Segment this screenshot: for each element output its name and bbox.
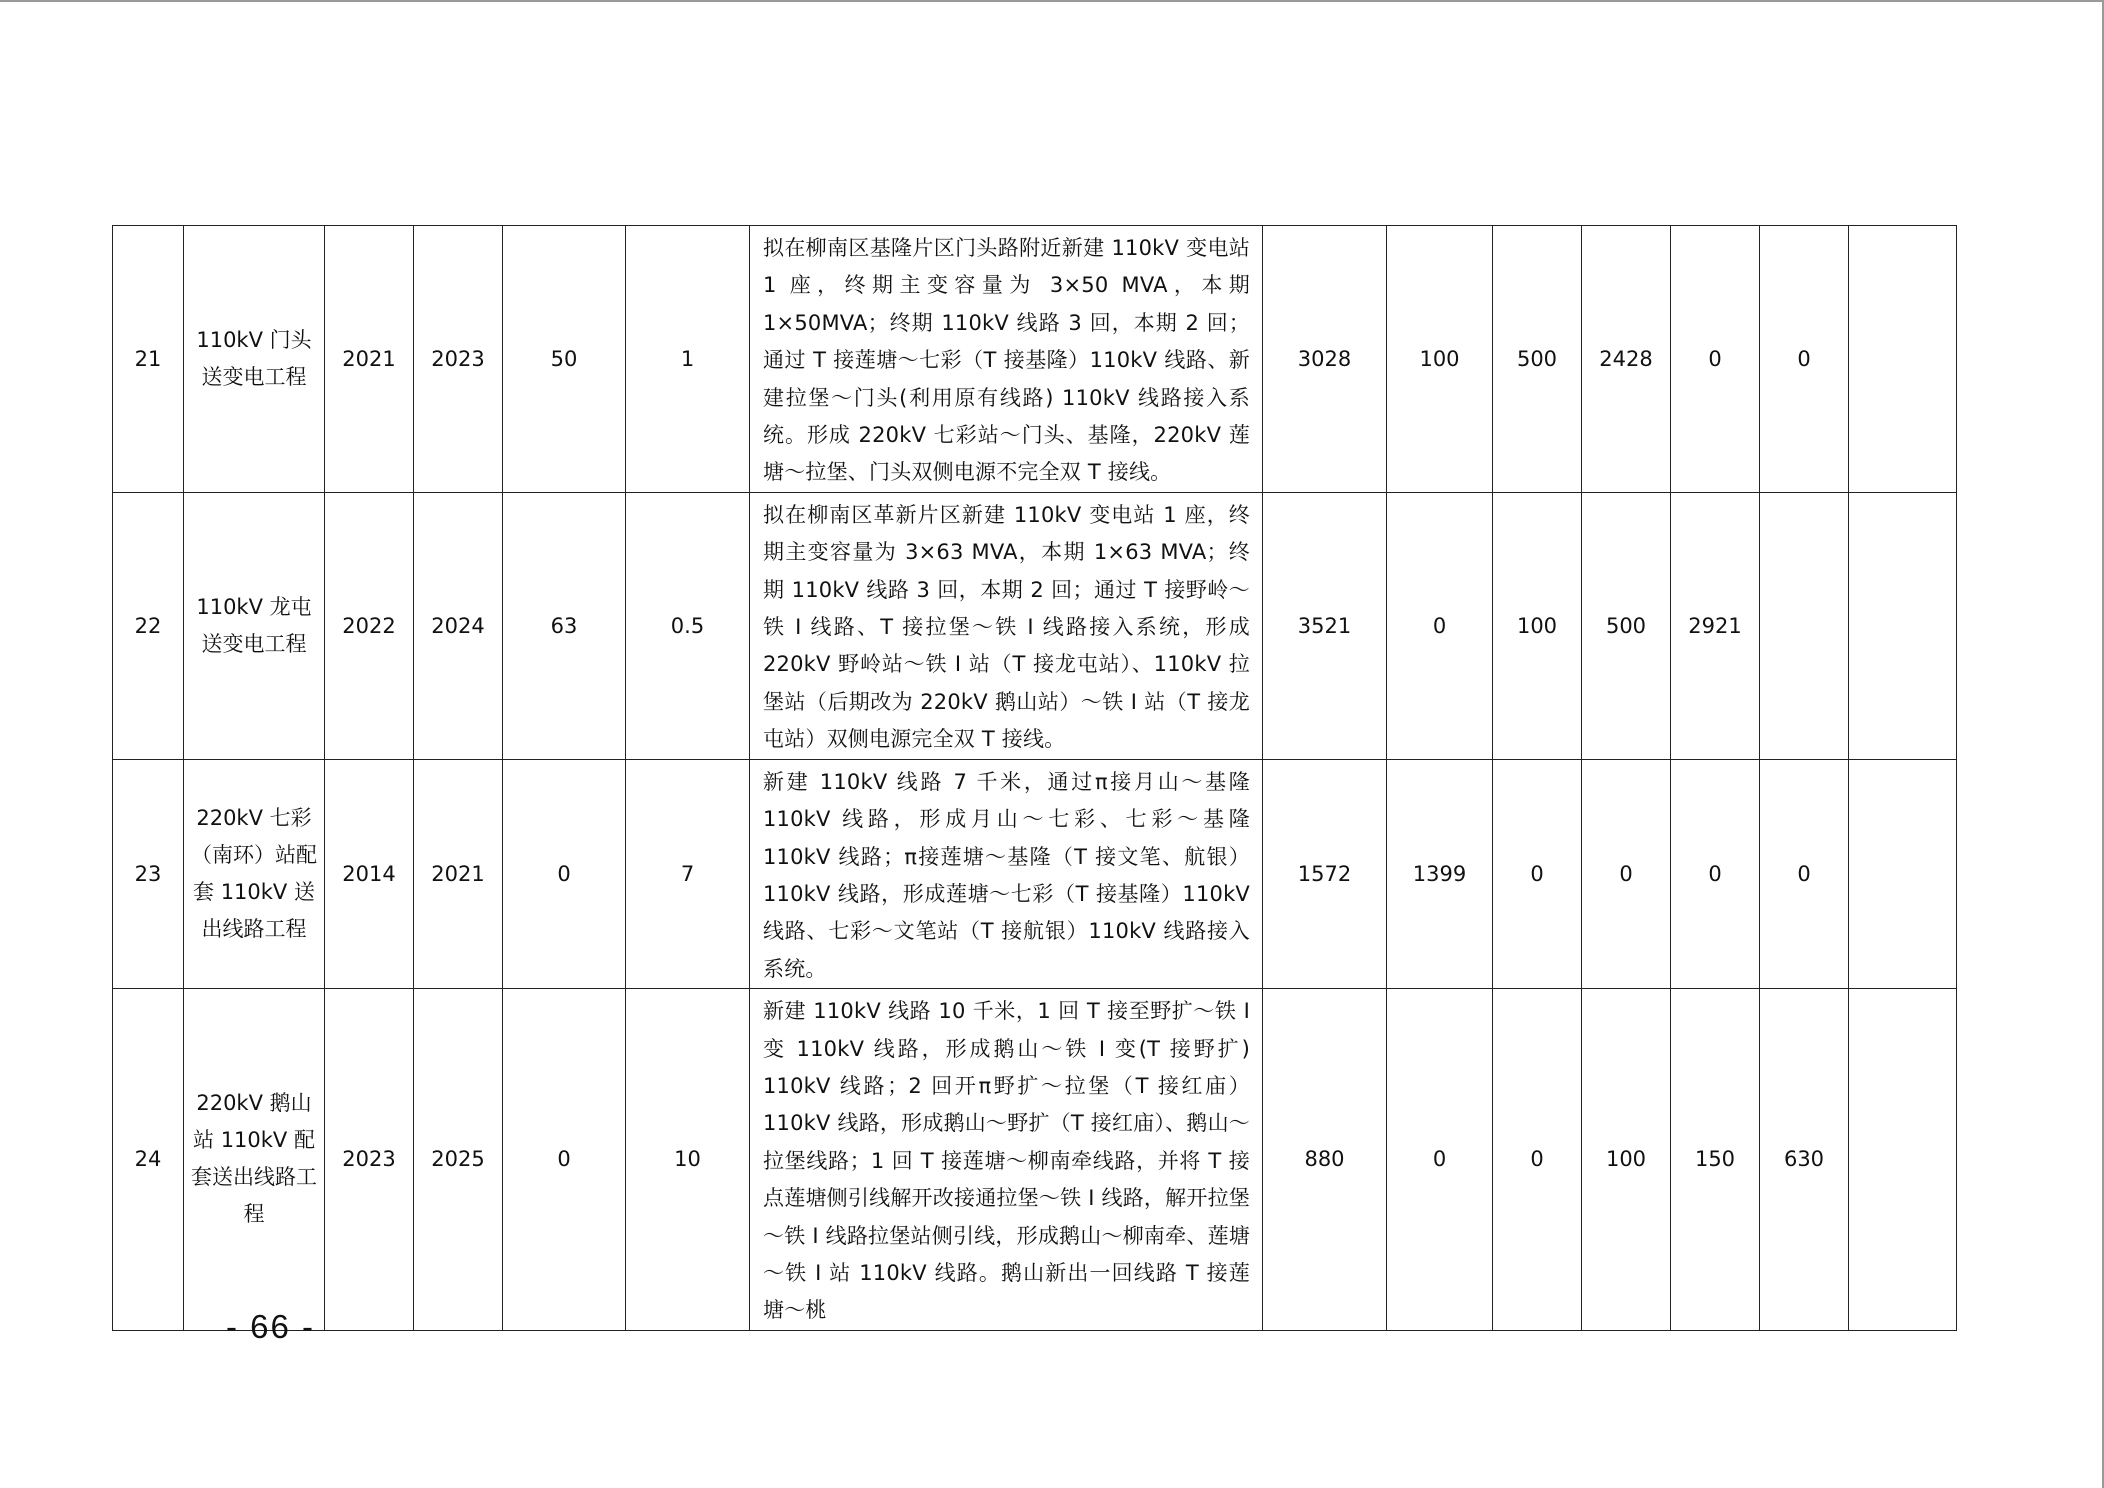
project-name: 110kV 龙屯送变电工程 [184, 492, 325, 759]
investment-a: 0 [1387, 989, 1493, 1331]
investment-d: 150 [1671, 989, 1760, 1331]
table-row [113, 759, 1957, 988]
transformer-capacity: 50 [503, 226, 626, 493]
project-description: 新建 110kV 线路 7 千米，通过π接月山～基隆 110kV 线路，形成月山～七彩、七彩～基隆 110kV 线路；π接莲塘～基隆（T 接文笔、航银）110kV 线路，形成莲塘～七彩（T 接基隆）110kV 线路、七彩～文笔站（T 接航银）110kV 线路接入系统。 [750, 759, 1263, 988]
project-description: 拟在柳南区基隆片区门头路附近新建 110kV 变电站 1 座，终期主变容量为 3×50 MVA，本期 1×50MVA；终期 110kV 线路 3 回，本期 2 回；通过 T 接莲塘～七彩（T 接基隆）110kV 线路、新建拉堡～门头(利用原有线路) 110kV 线路接入系统。形成 220kV 七彩站～门头、基隆，220kV 莲塘～拉堡、门头双侧电源不完全双 T 接线。 [750, 226, 1263, 493]
row-number: 23 [113, 759, 184, 988]
line-length: 1 [626, 226, 750, 493]
end-year: 2025 [414, 989, 503, 1331]
project-name: 220kV 七彩（南环）站配套 110kV 送出线路工程 [184, 759, 325, 988]
investment-d: 0 [1671, 759, 1760, 988]
investment-c: 0 [1582, 759, 1671, 988]
total-investment: 1572 [1263, 759, 1387, 988]
investment-c: 2428 [1582, 226, 1671, 493]
project-description: 新建 110kV 线路 10 千米，1 回 T 接至野扩～铁 I 变 110kV 线路，形成鹅山～铁 I 变(T 接野扩) 110kV 线路；2 回开π野扩～拉堡（T 接红庙）110kV 线路，形成鹅山～野扩（T 接红庙）、鹅山～拉堡线路；1 回 T 接莲塘～柳南牵线路，并将 T 接点莲塘侧引线解开改接通拉堡～铁 I 线路，解开拉堡～铁 I 线路拉堡站侧引线，形成鹅山～柳南牵、莲塘～铁 I 站 110kV 线路。鹅山新出一回线路 T 接莲塘～桃 [750, 989, 1263, 1331]
end-year: 2021 [414, 759, 503, 988]
investment-d: 0 [1671, 226, 1760, 493]
table-row [113, 492, 1957, 759]
investment-b: 0 [1493, 989, 1582, 1331]
table-row [113, 226, 1957, 493]
row-number: 24 [113, 989, 184, 1331]
total-investment: 3028 [1263, 226, 1387, 493]
investment-d: 2921 [1671, 492, 1760, 759]
investment-a: 100 [1387, 226, 1493, 493]
table-row [113, 989, 1957, 1331]
remark [1849, 989, 1957, 1331]
investment-b: 500 [1493, 226, 1582, 493]
start-year: 2014 [325, 759, 414, 988]
row-number: 22 [113, 492, 184, 759]
investment-c: 100 [1582, 989, 1671, 1331]
start-year: 2023 [325, 989, 414, 1331]
start-year: 2022 [325, 492, 414, 759]
transformer-capacity: 63 [503, 492, 626, 759]
project-name: 220kV 鹅山站 110kV 配套送出线路工程 [184, 989, 325, 1331]
investment-c: 500 [1582, 492, 1671, 759]
investment-e: 0 [1760, 759, 1849, 988]
investment-a: 1399 [1387, 759, 1493, 988]
total-investment: 880 [1263, 989, 1387, 1331]
project-description: 拟在柳南区革新片区新建 110kV 变电站 1 座，终期主变容量为 3×63 MVA，本期 1×63 MVA；终期 110kV 线路 3 回，本期 2 回；通过 T 接野岭～铁 I 线路、T 接拉堡～铁 I 线路接入系统，形成 220kV 野岭站～铁 I 站（T 接龙屯站）、110kV 拉堡站（后期改为 220kV 鹅山站）～铁 I 站（T 接龙屯站）双侧电源完全双 T 接线。 [750, 492, 1263, 759]
end-year: 2024 [414, 492, 503, 759]
end-year: 2023 [414, 226, 503, 493]
transformer-capacity: 0 [503, 989, 626, 1331]
remark [1849, 226, 1957, 493]
page-number: - 66 - [226, 1308, 316, 1345]
line-length: 0.5 [626, 492, 750, 759]
transformer-capacity: 0 [503, 759, 626, 988]
investment-e: 0 [1760, 226, 1849, 493]
row-number: 21 [113, 226, 184, 493]
start-year: 2021 [325, 226, 414, 493]
investment-b: 100 [1493, 492, 1582, 759]
investment-e: 630 [1760, 989, 1849, 1331]
project-table [112, 225, 1957, 1331]
investment-a: 0 [1387, 492, 1493, 759]
investment-e [1760, 492, 1849, 759]
remark [1849, 492, 1957, 759]
remark [1849, 759, 1957, 988]
project-name: 110kV 门头送变电工程 [184, 226, 325, 493]
investment-b: 0 [1493, 759, 1582, 988]
total-investment: 3521 [1263, 492, 1387, 759]
line-length: 10 [626, 989, 750, 1331]
page-border-top [0, 0, 2104, 2]
line-length: 7 [626, 759, 750, 988]
